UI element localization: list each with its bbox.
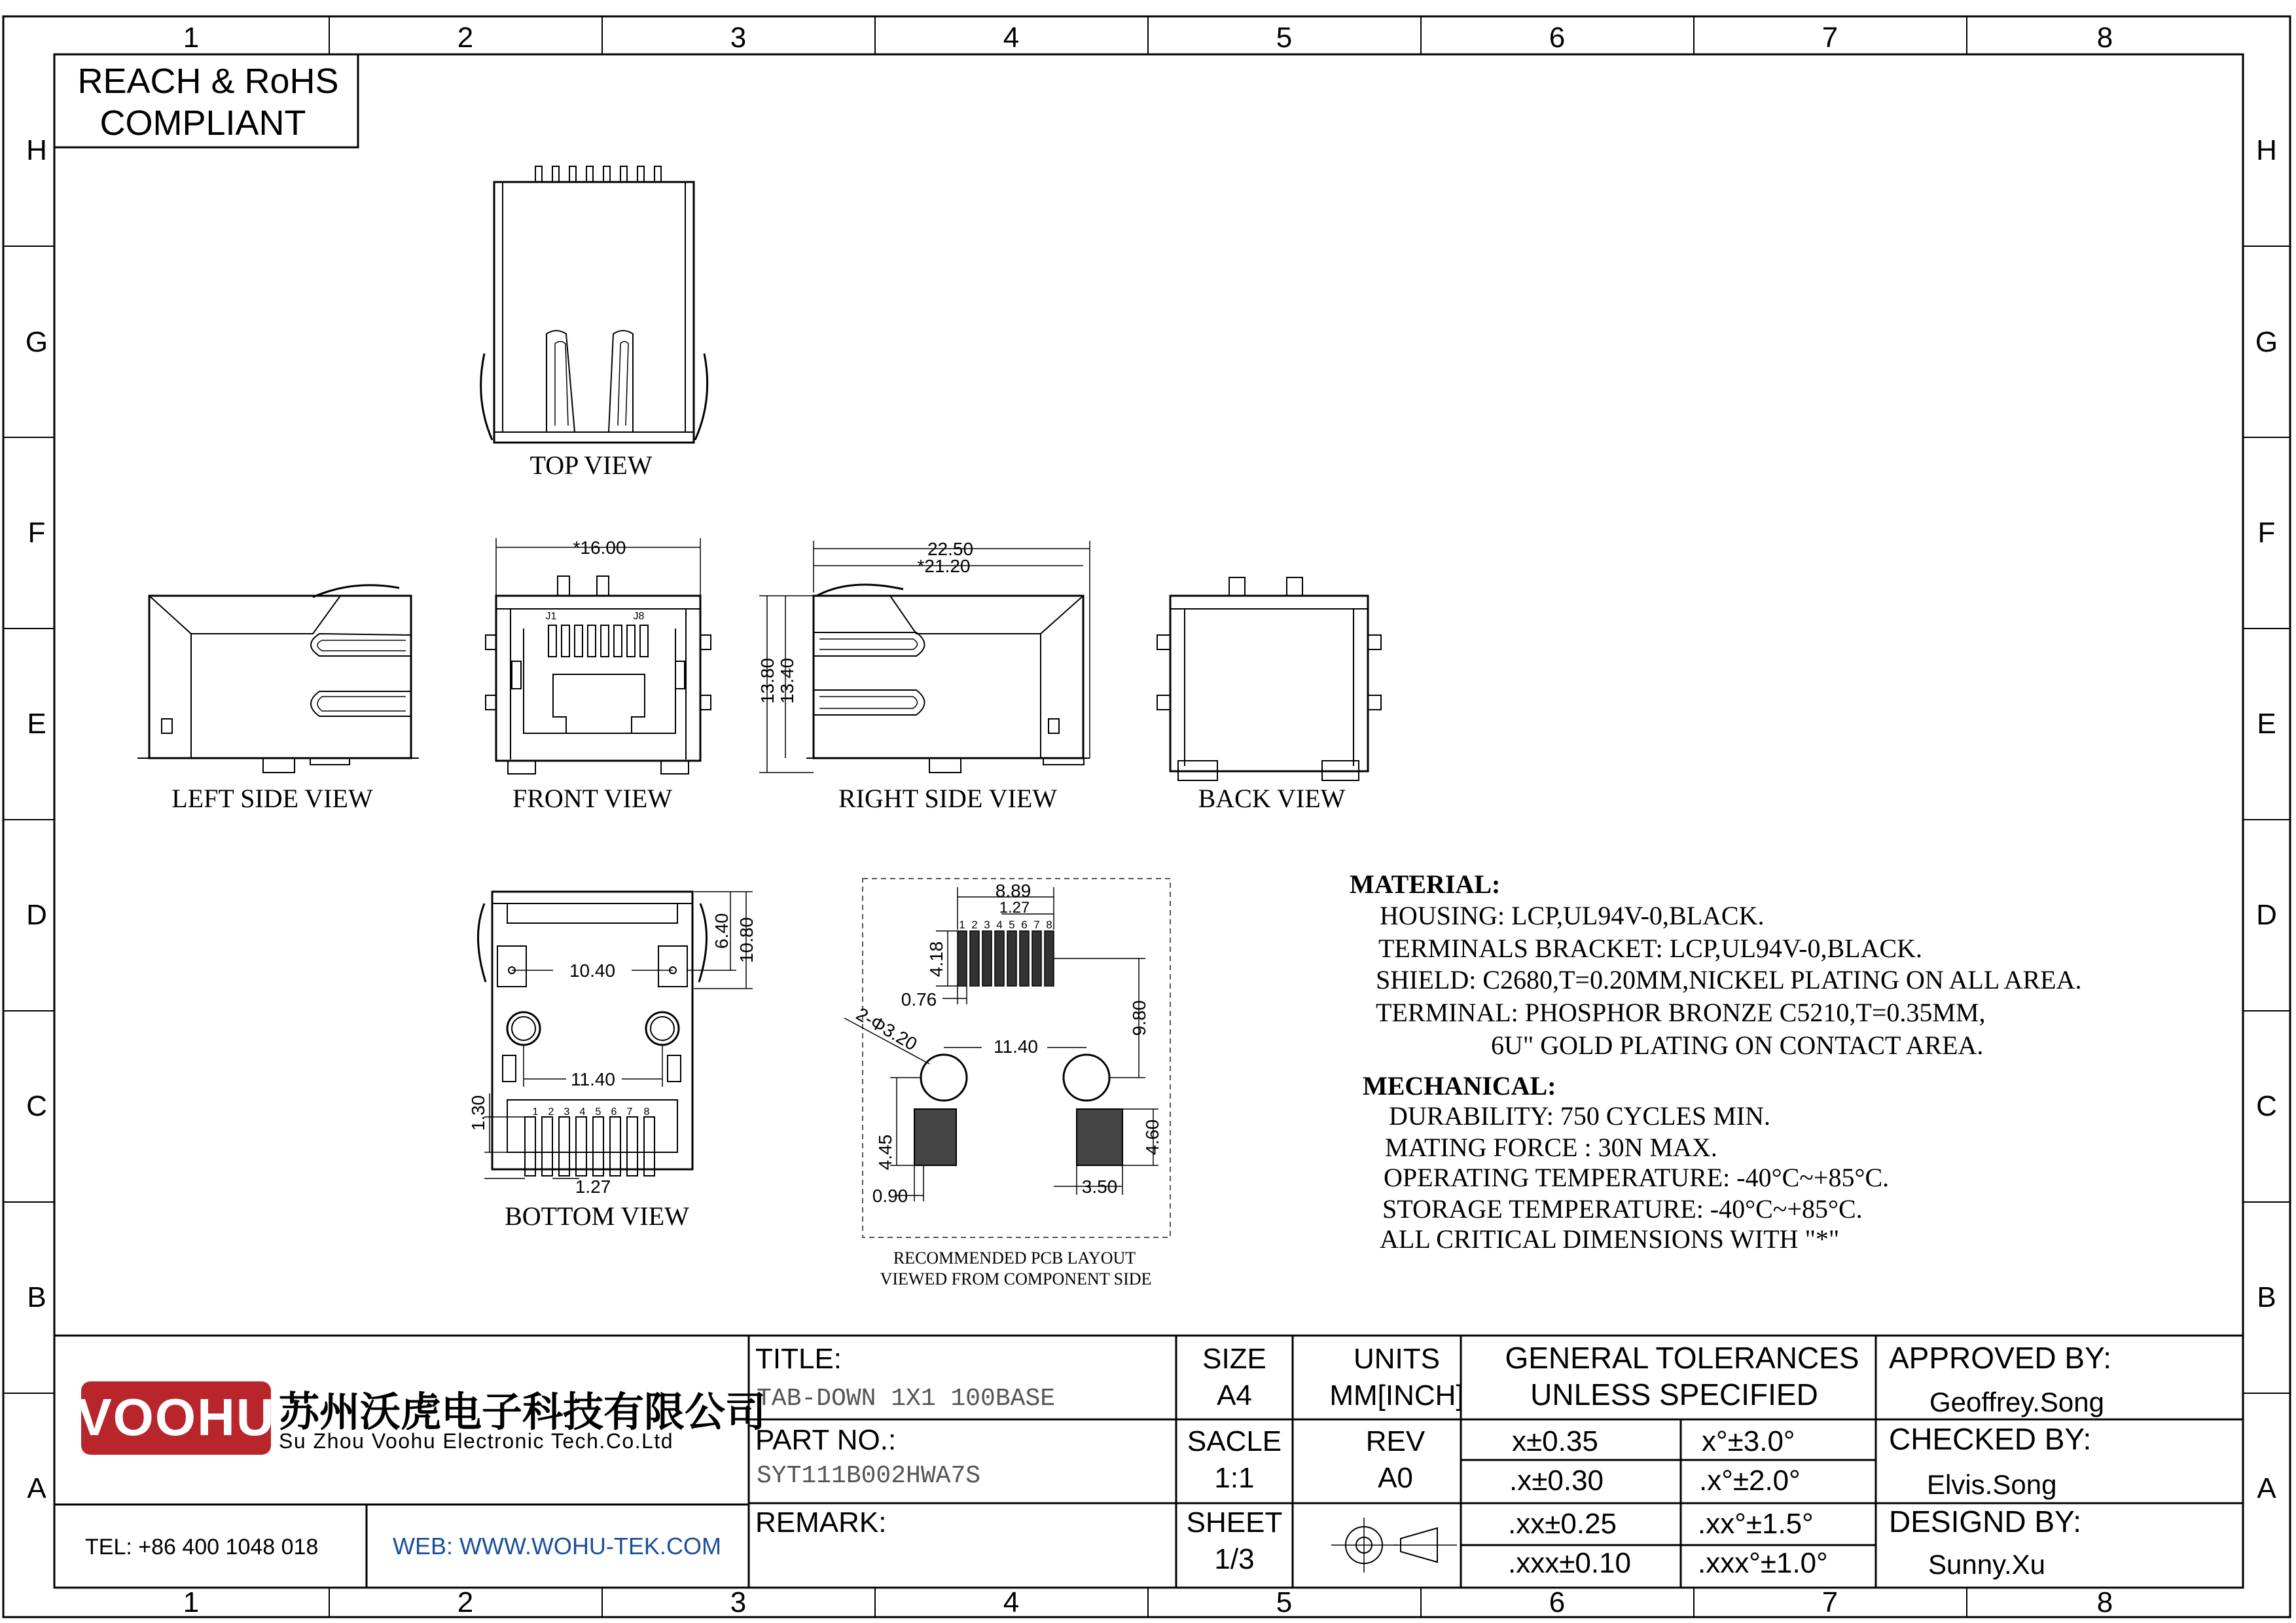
material-line: TERMINALS BRACKET: LCP,UL94V-0,BLACK. bbox=[1378, 934, 1923, 963]
title-label: TITLE: bbox=[755, 1343, 842, 1375]
row-label-left: D bbox=[26, 899, 47, 931]
front-view-label: FRONT VIEW bbox=[512, 784, 673, 813]
tolerance-linear: .x±0.30 bbox=[1509, 1465, 1604, 1497]
col-label-top: 5 bbox=[1276, 22, 1293, 54]
dim-pcb-pad-h: 4.18 bbox=[926, 941, 946, 977]
dim-pcb-shield-w: 0.90 bbox=[872, 1186, 908, 1206]
pcb-pin-number: 6 bbox=[1021, 919, 1028, 931]
part-no-label: PART NO.: bbox=[755, 1424, 897, 1456]
pcb-pin-number: 7 bbox=[1033, 919, 1040, 931]
scale-label: SACLE bbox=[1187, 1425, 1282, 1457]
dim-bottom-w2: 11.40 bbox=[571, 1069, 615, 1089]
sheet-label: SHEET bbox=[1186, 1506, 1283, 1539]
tolerance-angular: .xxx°±1.0° bbox=[1698, 1547, 1828, 1579]
approved-by-label: APPROVED BY: bbox=[1889, 1341, 2112, 1375]
approved-by-value: Geoffrey.Song bbox=[1929, 1387, 2104, 1417]
col-label-top: 1 bbox=[183, 22, 200, 54]
material-heading: MATERIAL: bbox=[1350, 869, 1501, 899]
mechanical-line: ALL CRITICAL DIMENSIONS WITH "*" bbox=[1380, 1224, 1840, 1254]
bottom-pin-number: 5 bbox=[595, 1106, 601, 1118]
dim-bottom-w1: 10.40 bbox=[569, 960, 616, 981]
part-no-value: SYT111B002HWA7S bbox=[757, 1462, 981, 1490]
row-label-left: H bbox=[26, 134, 47, 166]
top-view bbox=[481, 166, 708, 480]
row-label-left: E bbox=[27, 708, 46, 740]
dim-right-length-2: *21.20 bbox=[917, 556, 971, 576]
label-j1: J1 bbox=[545, 611, 557, 622]
dim-pcb-shield-h2: 4.60 bbox=[1142, 1119, 1162, 1156]
rev-label: REV bbox=[1365, 1425, 1426, 1457]
tolerance-linear: x±0.35 bbox=[1512, 1425, 1598, 1457]
col-label-top: 4 bbox=[1003, 22, 1020, 54]
top-view-label: TOP VIEW bbox=[529, 450, 653, 480]
right-side-view-label: RIGHT SIDE VIEW bbox=[838, 784, 1058, 813]
dim-front-width: *16.00 bbox=[573, 538, 626, 558]
dim-right-length: 22.50 bbox=[927, 539, 974, 559]
col-label-top: 6 bbox=[1549, 22, 1566, 54]
compliance-line-2: COMPLIANT bbox=[99, 103, 306, 143]
dim-bottom-h2: 10.80 bbox=[736, 917, 757, 964]
tolerances-heading-2: UNLESS SPECIFIED bbox=[1530, 1377, 1818, 1412]
col-label-bottom: 3 bbox=[730, 1586, 747, 1618]
tolerance-angular: .x°±2.0° bbox=[1699, 1465, 1801, 1497]
designed-by-value: Sunny.Xu bbox=[1928, 1549, 2046, 1580]
tel: TEL: +86 400 1048 018 bbox=[85, 1535, 319, 1559]
col-label-top: 7 bbox=[1821, 22, 1839, 54]
bottom-view bbox=[468, 892, 757, 1231]
checked-by-value: Elvis.Song bbox=[1927, 1469, 2057, 1500]
col-label-top: 2 bbox=[457, 22, 474, 54]
dim-bottom-h3: 1.30 bbox=[468, 1095, 488, 1131]
dim-right-height-2: 13.40 bbox=[777, 657, 797, 704]
col-label-bottom: 8 bbox=[2096, 1586, 2113, 1618]
rev-value: A0 bbox=[1378, 1462, 1413, 1494]
left-side-view bbox=[137, 585, 419, 813]
dim-bottom-pitch: 1.27 bbox=[575, 1176, 611, 1197]
row-label-right: A bbox=[2257, 1472, 2276, 1504]
pcb-caption-line-1: RECOMMENDED PCB LAYOUT bbox=[893, 1249, 1136, 1267]
projection-symbol-icon bbox=[1331, 1518, 1457, 1573]
bottom-pin-number: 6 bbox=[611, 1106, 617, 1118]
row-label-left: B bbox=[27, 1281, 46, 1313]
mechanical-line: MATING FORCE : 30N MAX. bbox=[1385, 1133, 1717, 1162]
sheet-value: 1/3 bbox=[1214, 1543, 1255, 1575]
row-label-right: E bbox=[2257, 708, 2276, 740]
row-label-left: F bbox=[27, 517, 46, 549]
material-line: HOUSING: LCP,UL94V-0,BLACK. bbox=[1380, 901, 1765, 930]
col-label-bottom: 4 bbox=[1003, 1586, 1020, 1618]
scale-value: 1:1 bbox=[1214, 1462, 1255, 1494]
back-view-label: BACK VIEW bbox=[1198, 784, 1346, 813]
col-label-bottom: 5 bbox=[1276, 1586, 1293, 1618]
row-label-right: B bbox=[2257, 1281, 2276, 1313]
label-j8: J8 bbox=[633, 611, 645, 622]
mechanical-notes bbox=[1363, 1071, 1889, 1254]
dim-right-height: 13.80 bbox=[757, 657, 778, 704]
bottom-pin-number: 3 bbox=[564, 1106, 570, 1118]
voohu-logo-text: VOOHU bbox=[77, 1388, 276, 1446]
row-label-right: H bbox=[2256, 134, 2277, 166]
dim-pcb-pad-w: 0.76 bbox=[901, 989, 937, 1010]
dim-pcb-shield-h: 4.45 bbox=[875, 1134, 895, 1171]
col-label-top: 8 bbox=[2096, 22, 2113, 54]
dim-bottom-h1: 6.40 bbox=[711, 913, 732, 949]
tolerance-linear: .xxx±0.10 bbox=[1508, 1547, 1632, 1579]
bottom-pin-number: 1 bbox=[532, 1106, 539, 1118]
pcb-pin-number: 1 bbox=[959, 919, 965, 931]
mechanical-heading: MECHANICAL: bbox=[1363, 1071, 1556, 1101]
company-name-cn: 苏州沃虎电子科技有限公司 bbox=[279, 1390, 766, 1435]
designed-by-label: DESIGND BY: bbox=[1889, 1504, 2081, 1539]
tolerance-angular: x°±3.0° bbox=[1702, 1425, 1795, 1457]
front-view bbox=[486, 538, 711, 813]
pcb-pin-number: 4 bbox=[996, 919, 1003, 931]
col-label-bottom: 2 bbox=[457, 1586, 474, 1618]
col-label-bottom: 7 bbox=[1821, 1586, 1839, 1618]
drawing-frame bbox=[3, 16, 2290, 1618]
size-value: A4 bbox=[1217, 1379, 1252, 1412]
col-label-bottom: 1 bbox=[183, 1586, 200, 1618]
row-label-right: F bbox=[2257, 517, 2276, 549]
dim-pcb-offset: 9.80 bbox=[1129, 1000, 1149, 1036]
company-name-en: Su Zhou Voohu Electronic Tech.Co.Ltd bbox=[279, 1429, 674, 1453]
row-label-left: C bbox=[26, 1090, 47, 1122]
mechanical-line: OPERATING TEMPERATURE: -40°C~+85°C. bbox=[1384, 1163, 1890, 1192]
row-label-left: A bbox=[27, 1472, 46, 1504]
checked-by-label: CHECKED BY: bbox=[1889, 1422, 2092, 1456]
dim-pcb-pitch: 1.27 bbox=[999, 899, 1030, 917]
pcb-caption-line-2: VIEWED FROM COMPONENT SIDE bbox=[880, 1269, 1152, 1288]
material-line: SHIELD: C2680,T=0.20MM,NICKEL PLATING ON ALL AREA. bbox=[1376, 965, 2082, 994]
left-side-view-label: LEFT SIDE VIEW bbox=[171, 784, 373, 813]
tolerance-angular: .xx°±1.5° bbox=[1698, 1508, 1814, 1540]
compliance-box bbox=[54, 54, 358, 147]
bottom-pin-number: 4 bbox=[579, 1106, 586, 1118]
tolerances-heading-1: GENERAL TOLERANCES bbox=[1505, 1341, 1859, 1375]
col-label-bottom: 6 bbox=[1549, 1586, 1566, 1618]
units-value: MM[INCH] bbox=[1329, 1379, 1464, 1412]
dim-pcb-hole: 2-Φ3.20 bbox=[852, 1003, 921, 1055]
pcb-layout bbox=[844, 879, 1170, 1288]
back-view bbox=[1157, 577, 1381, 813]
remark-label: REMARK: bbox=[755, 1506, 887, 1539]
tolerance-linear: .xx±0.25 bbox=[1508, 1508, 1617, 1540]
compliance-line-1: REACH & RoHS bbox=[77, 62, 339, 101]
row-label-right: D bbox=[2256, 899, 2277, 931]
size-label: SIZE bbox=[1202, 1343, 1266, 1375]
mechanical-line: STORAGE TEMPERATURE: -40°C~+85°C. bbox=[1382, 1194, 1863, 1224]
row-label-right: G bbox=[2255, 326, 2278, 358]
row-label-right: C bbox=[2256, 1090, 2277, 1122]
dim-pcb-shield-w2: 3.50 bbox=[1081, 1176, 1118, 1197]
pcb-pin-number: 2 bbox=[971, 919, 978, 931]
bottom-view-label: BOTTOM VIEW bbox=[505, 1201, 689, 1231]
title-block bbox=[54, 1336, 2243, 1588]
bottom-pin-number: 7 bbox=[626, 1106, 633, 1118]
col-label-top: 3 bbox=[730, 22, 747, 54]
bottom-pin-number: 8 bbox=[643, 1106, 650, 1118]
material-line: TERMINAL: PHOSPHOR BRONZE C5210,T=0.35MM, bbox=[1376, 998, 1986, 1027]
website-link[interactable]: WEB: WWW.WOHU-TEK.COM bbox=[393, 1533, 721, 1559]
dim-pcb-span: 8.89 bbox=[995, 881, 1031, 901]
dim-pcb-hole-span: 11.40 bbox=[994, 1036, 1038, 1057]
row-label-left: G bbox=[25, 326, 48, 358]
units-label: UNITS bbox=[1354, 1343, 1440, 1375]
pcb-pin-number: 8 bbox=[1046, 919, 1052, 931]
right-side-view bbox=[757, 539, 1090, 813]
mechanical-line: DURABILITY: 750 CYCLES MIN. bbox=[1389, 1101, 1770, 1131]
pcb-pin-number: 5 bbox=[1009, 919, 1015, 931]
pcb-pin-number: 3 bbox=[984, 919, 990, 931]
bottom-pin-number: 2 bbox=[548, 1106, 554, 1118]
material-notes bbox=[1350, 869, 2081, 1060]
title-value: TAB-DOWN 1X1 100BASE bbox=[757, 1385, 1056, 1413]
material-line: 6U" GOLD PLATING ON CONTACT AREA. bbox=[1491, 1030, 1984, 1060]
